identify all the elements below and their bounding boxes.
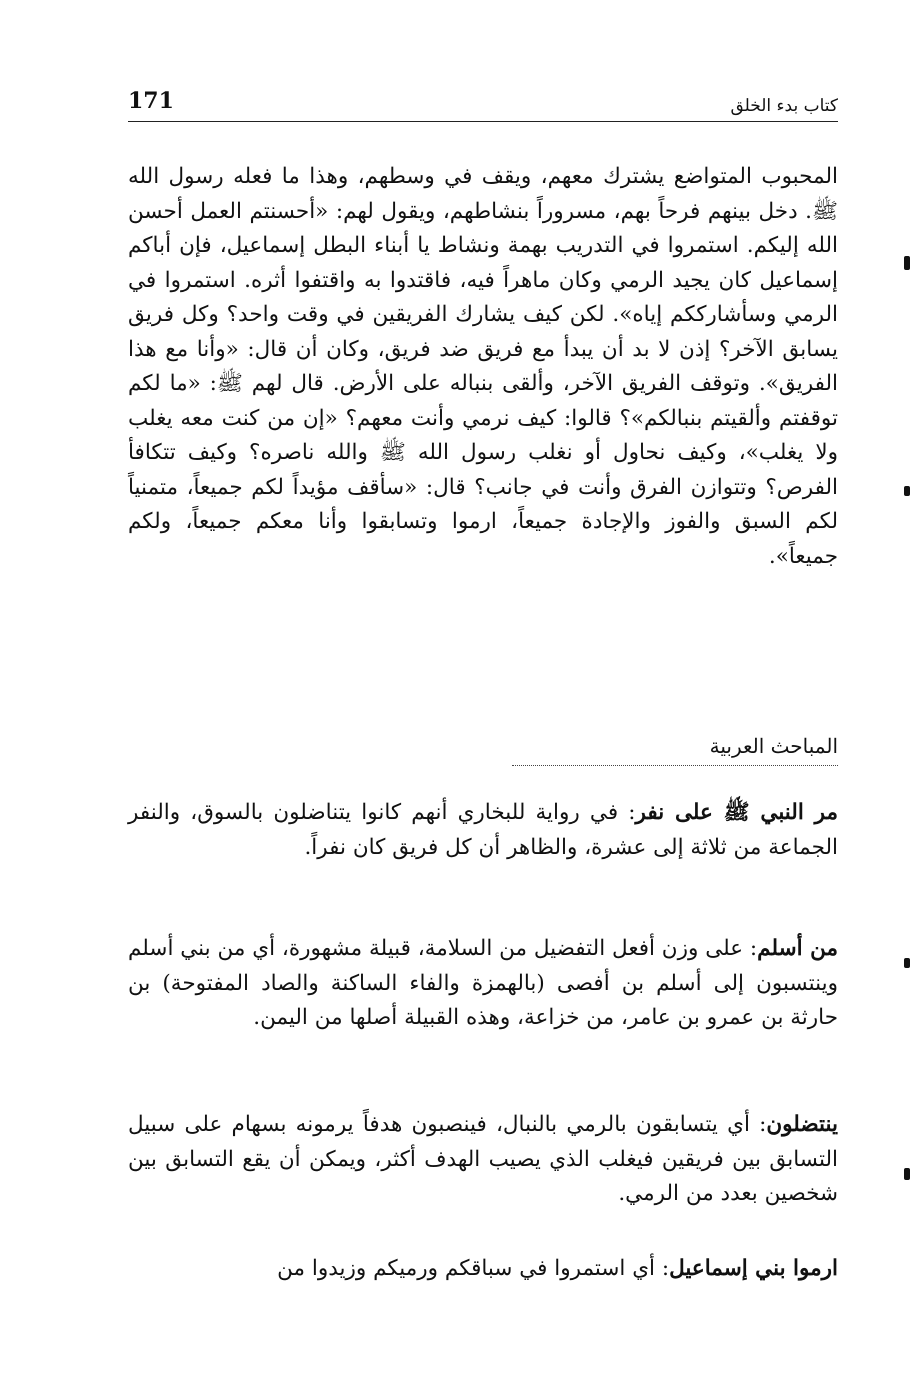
gloss-term: ينتضلون [766, 1112, 838, 1137]
gloss-term: ارموا بني إسماعيل [669, 1256, 838, 1281]
scan-margin-mark [904, 486, 910, 496]
gloss-entry [128, 1108, 838, 1212]
gloss-entry [128, 796, 838, 865]
scan-margin-mark [904, 1168, 910, 1180]
scan-margin-mark [904, 256, 910, 270]
scan-margin-mark [904, 958, 910, 968]
gloss-entry [128, 1252, 838, 1287]
main-paragraph: المحبوب المتواضع يشترك معهم، ويقف في وسطهم، وهذا ما فعله رسول الله ﷺ. دخل بينهم فرحاً بهم، مسروراً بنشاطهم، ويقول لهم: «أحسنتم العمل أحسن الله إليكم. استمروا في التدريب بهمة ونشاط يا أبناء البطل إسماعيل، فإن أباكم إسماعيل كان يجيد الرمي وكان ماهراً فيه، فاقتدوا به واقتفوا أثره. استمروا في الرمي وسأشارككم إياه». لكن كيف يشارك الفريقين في وقت واحد؟ وكل فريق يسابق الآخر؟ إذن لا بد أن يبدأ مع فريق ضد فريق، وكان أن قال: «وأنا مع هذا الفريق». وتوقف الفريق الآخر، وألقى بنباله على الأرض. قال لهم ﷺ: «ما لكم توقفتم وألقيتم بنبالكم»؟ قالوا: كيف نرمي وأنت معهم؟ «إن من كنت معه يغلب ولا يغلب»، وكيف نحاول أو نغلب رسول الله ﷺ والله ناصره؟ وكيف تتكافأ الفرص؟ وتتوازن الفرق وأنت في جانب؟ قال: «سأقف مؤيداً لكم جميعاً، متمنياً لكم السبق والفوز والإجادة جميعاً، ارموا وتسابقوا وأنا معكم جميعاً، ولكم جميعاً». [128, 164, 838, 569]
gloss-term: مر النبي ﷺ على نفر [635, 800, 838, 825]
gloss-definition: : أي يتسابقون بالرمي بالنبال، فينصبون هدفاً يرمونه بسهام على سبيل التسابق بين فريقين فيغلب الذي يصيب الهدف أكثر، ويمكن أن يقع التسابق بين شخصين بعدد من الرمي. [128, 1112, 838, 1206]
header-divider [128, 121, 838, 122]
page-number: 171 [128, 88, 174, 114]
gloss-definition: : أي استمروا في سباقكم ورميكم وزيدوا من [277, 1256, 670, 1281]
gloss-entry [128, 932, 838, 1036]
running-title: كتاب بدء الخلق [730, 96, 838, 116]
section-heading: المباحث العربية [709, 734, 838, 758]
gloss-definition: : على وزن أفعل التفضيل من السلامة، قبيلة مشهورة، أي من بني أسلم وينتسبون إلى أسلم بن أفصى (بالهمزة والفاء الساكنة والصاد المفتوحة) بن حارثة بن عمرو بن عامر، من خزاعة، وهذه القبيلة أصلها من اليمن. [128, 936, 838, 1030]
section-divider [512, 765, 838, 766]
page-header [128, 84, 838, 120]
gloss-definition: : في رواية للبخاري أنهم كانوا يتناضلون بالسوق، والنفر الجماعة من ثلاثة إلى عشرة، والظاهر أن كل فريق كان نفراً. [128, 800, 838, 860]
gloss-term: من أسلم [757, 936, 838, 961]
